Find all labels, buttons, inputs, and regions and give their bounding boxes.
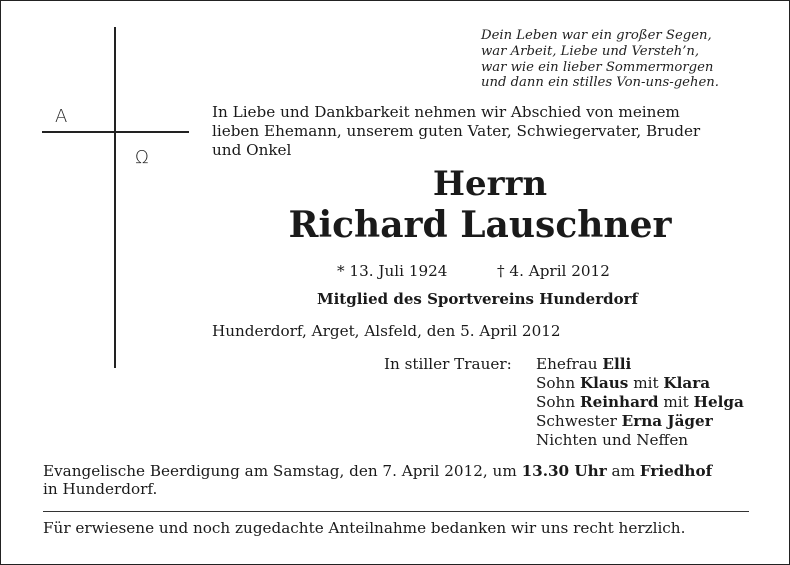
mourners-label: In stiller Trauer: — [384, 355, 512, 373]
burial-notice — [43, 462, 763, 498]
farewell-intro — [212, 103, 752, 160]
poem-line: war wie ein lieber Sommermorgen — [481, 59, 714, 75]
memorial-poem — [481, 28, 781, 91]
divider — [43, 511, 749, 512]
cross-vertical-beam — [114, 27, 116, 368]
burial-line: Evangelische Beerdigung am Samstag, den 7. April 2012, um 13.30 Uhr am Friedhof — [43, 462, 713, 480]
alpha-symbol: A — [55, 106, 68, 127]
mourners-list — [536, 355, 744, 450]
death-date: † 4. April 2012 — [497, 262, 610, 280]
poem-line: war Arbeit, Liebe und Versteh’n, — [481, 43, 700, 59]
thanks-note: Für erwiesene und noch zugedachte Anteilnahme bedanken wir uns recht herzlich. — [43, 519, 686, 537]
intro-line: lieben Ehemann, unserem guten Vater, Schwiegervater, Bruder — [212, 122, 701, 140]
burial-line: in Hunderdorf. — [43, 480, 158, 498]
place-and-date: Hunderdorf, Arget, Alsfeld, den 5. April 2012 — [212, 322, 561, 340]
birth-date: * 13. Juli 1924 — [337, 262, 448, 280]
intro-line: In Liebe und Dankbarkeit nehmen wir Abschied von meinem — [212, 103, 680, 121]
mourner-entry: Sohn Klaus mit Klara — [536, 374, 711, 392]
intro-line: und Onkel — [212, 141, 292, 159]
club-membership: Mitglied des Sportvereins Hunderdorf — [317, 290, 638, 308]
cross-horizontal-beam — [42, 131, 189, 133]
deceased-name: Richard Lauschner — [288, 204, 672, 246]
poem-line: und dann ein stilles Von-uns-gehen. — [481, 75, 719, 91]
poem-line: Dein Leben war ein großer Segen, — [481, 28, 712, 43]
mourner-entry: Schwester Erna Jäger — [536, 412, 713, 430]
mourner-entry: Sohn Reinhard mit Helga — [536, 393, 744, 411]
mourner-entry: Nichten und Neffen — [536, 431, 689, 449]
mourner-entry: Ehefrau Elli — [536, 355, 632, 373]
omega-symbol: Ω — [135, 147, 149, 168]
salutation: Herrn — [432, 164, 548, 204]
